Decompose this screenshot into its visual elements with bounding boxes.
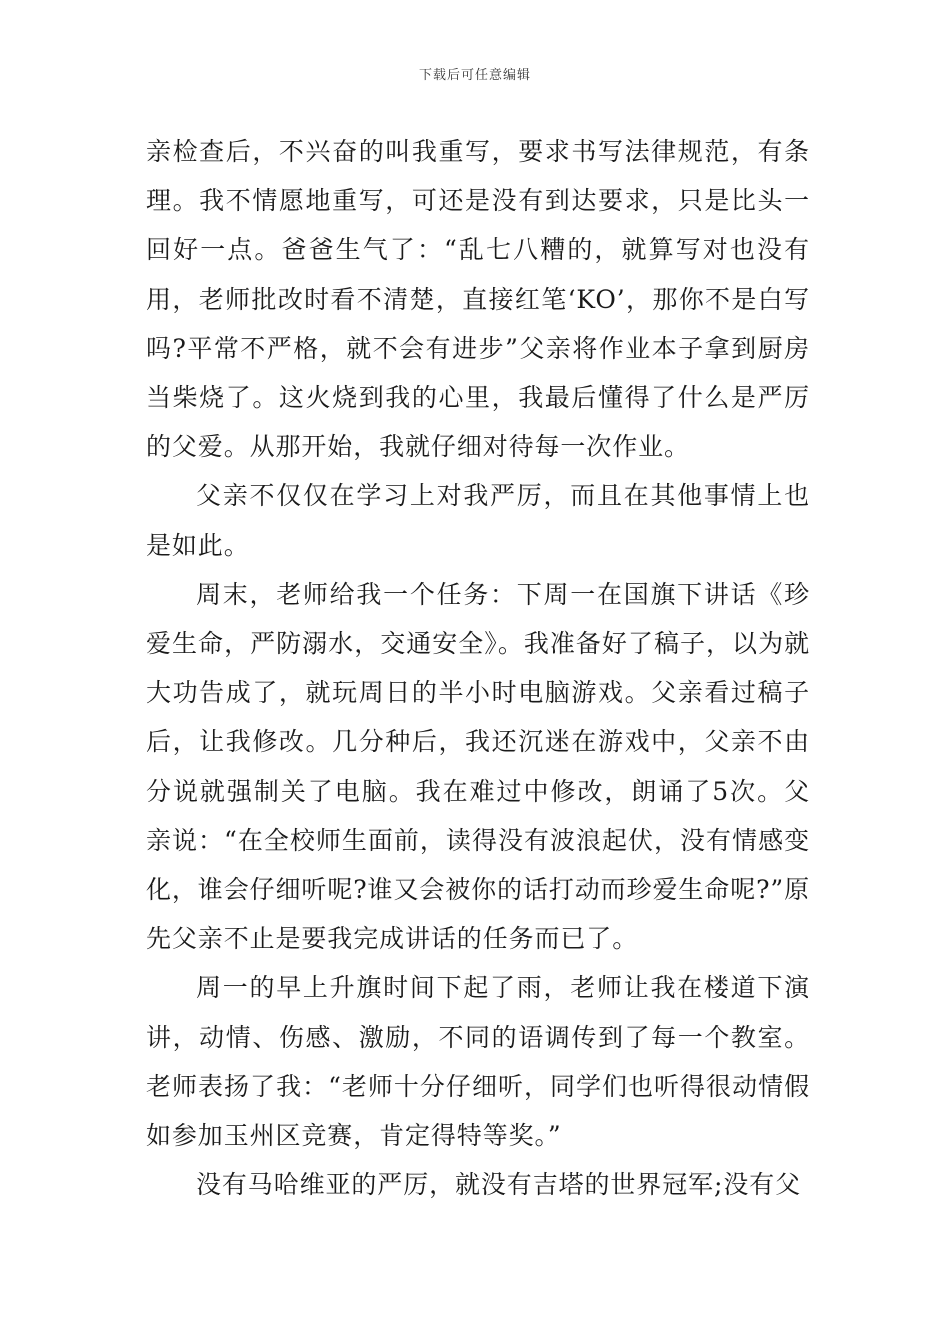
paragraph-2: 父亲不仅仅在学习上对我严厉，而且在其他事情上也是如此。 — [146, 481, 810, 560]
document-body — [146, 127, 810, 1209]
page-header: 下载后可任意编辑 — [418, 68, 531, 83]
paragraph-1: 亲检查后，不兴奋的叫我重写，要求书写法律规范，有条理。我不情愿地重写，可还是没有到达要求，只是比头一回好一点。爸爸生气了：“乱七八糟的，就算写对也没有用，老师批改时看不清楚，直接红笔‘KO’，那你不是白写吗?平常不严格，就不会有进步”父亲将作业本子拿到厨房当柴烧了。这火烧到我的心里，我最后懂得了什么是严厉的父爱。从那开始，我就仔细对待每一次作业。 — [146, 137, 810, 462]
paragraph-5: 没有马哈维亚的严厉，就没有吉塔的世界冠军;没有父 — [196, 1170, 802, 1200]
paragraph-3: 周末，老师给我一个任务：下周一在国旗下讲话《珍爱生命，严防溺水，交通安全》。我准备好了稿子，以为就大功告成了，就玩周日的半小时电脑游戏。父亲看过稿子后，让我修改。几分种后，我还沉迷在游戏中，父亲不由分说就强制关了电脑。我在难过中修改，朗诵了5次。父亲说：“在全校师生面前，读得没有波浪起伏，没有情感变化，谁会仔细听呢?谁又会被你的话打动而珍爱生命呢?”原先父亲不止是要我完成讲话的任务而已了。 — [146, 579, 810, 954]
paragraph-4: 周一的早上升旗时间下起了雨，老师让我在楼道下演讲，动情、伤感、激励，不同的语调传到了每一个教室。老师表扬了我：“老师十分仔细听，同学们也听得很动情假如参加玉州区竞赛，肯定得特等奖。” — [146, 973, 810, 1151]
